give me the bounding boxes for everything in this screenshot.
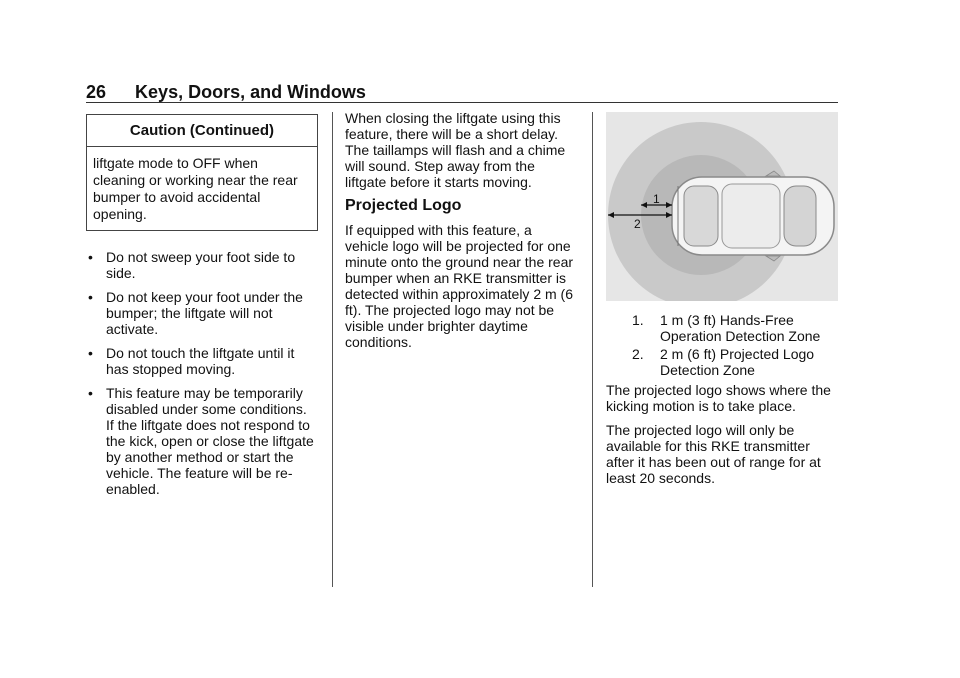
left-column <box>86 114 318 505</box>
page-number: 26 <box>86 82 107 102</box>
column-divider <box>332 112 333 587</box>
right-paragraph-1: The projected logo shows where the kicking motion is to take place. <box>606 382 831 414</box>
list-item: • This feature may be temporarily disabled under some conditions. If the liftgate does not respond to the kick, open or close the liftgate by another method or start the vehicle. The feature will be re-enabled. <box>88 385 314 497</box>
bullet-icon: • <box>88 249 93 265</box>
section-heading: Projected Logo <box>345 197 462 214</box>
bullet-icon: • <box>88 385 93 401</box>
callout-1: 1 <box>653 192 660 206</box>
middle-column <box>345 110 577 358</box>
bullet-list <box>86 249 318 497</box>
car-icon <box>672 171 834 261</box>
figure-captions <box>632 312 842 380</box>
caption-item: 1. 1 m (3 ft) Hands-Free Operation Detection Zone <box>632 312 821 344</box>
header-divider <box>86 102 838 103</box>
car-zone-illustration <box>606 112 838 301</box>
body-paragraph: If equipped with this feature, a vehicle logo will be projected for one minute onto the ground near the rear bumper when an RKE transmitter is detected within approximately 2 m (6 ft). The projected logo may not be visible under brighter daytime conditions. <box>345 222 574 350</box>
right-column <box>606 382 840 494</box>
bullet-icon: • <box>88 289 93 305</box>
caution-box <box>86 114 318 231</box>
caution-body: liftgate mode to OFF when cleaning or working near the rear bumper to avoid accidental opening. <box>93 155 298 222</box>
intro-paragraph: When closing the liftgate using this feature, there will be a short delay. The taillamps will flash and a chime will sound. Step away from the liftgate before it starts moving. <box>345 110 566 190</box>
section-title: Keys, Doors, and Windows <box>135 82 366 102</box>
right-paragraph-2: The projected logo will only be available for this RKE transmitter after it has been out of range for at least 20 seconds. <box>606 422 821 486</box>
bullet-icon: • <box>88 345 93 361</box>
callout-2: 2 <box>634 217 641 231</box>
page-header <box>86 82 366 103</box>
list-item: • Do not touch the liftgate until it has stopped moving. <box>88 345 295 377</box>
list-item: • Do not keep your foot under the bumper; the liftgate will not activate. <box>88 289 303 337</box>
list-item: • Do not sweep your foot side to side. <box>88 249 296 281</box>
detection-zone-figure <box>606 112 838 301</box>
caution-title: Caution (Continued) <box>87 115 317 147</box>
caption-item: 2. 2 m (6 ft) Projected Logo Detection Zone <box>632 346 815 378</box>
column-divider <box>592 112 593 587</box>
